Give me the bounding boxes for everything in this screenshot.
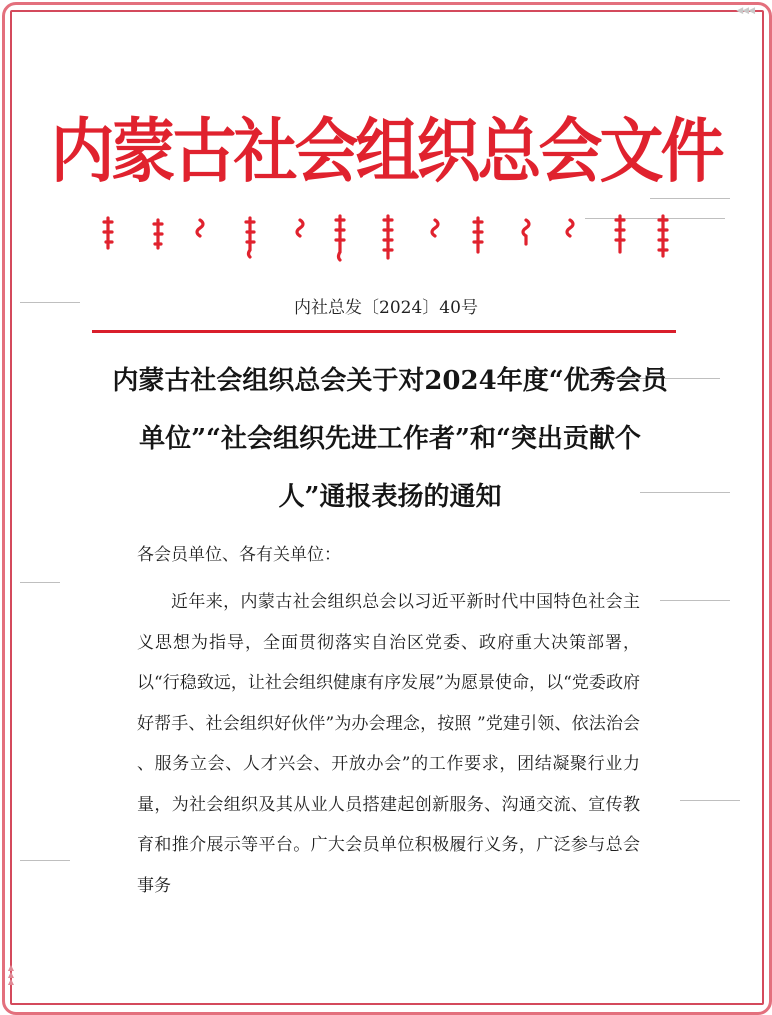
salutation: 各会员单位、各有关单位：: [137, 545, 341, 565]
scan-artifact: [650, 198, 730, 199]
scan-artifact: [660, 600, 730, 601]
triple-left-arrow-icon: ◀◀◀: [736, 6, 754, 16]
scan-artifact: [20, 860, 70, 861]
scan-artifact: [680, 800, 740, 801]
mongolian-script-line: [100, 210, 675, 262]
document-number: 内社总发〔2024〕40号: [294, 298, 478, 318]
document-title: 内蒙古社会组织总会关于对2024年度“优秀会员单位”“社会组织先进工作者”和“突出贡献个人”通报表扬的通知: [112, 366, 668, 512]
letterhead-title: 内蒙古社会组织总会文件: [50, 111, 722, 193]
scan-artifact: [20, 582, 60, 583]
triple-up-arrow-icon: ▲ ▲ ▲: [7, 963, 15, 986]
red-divider: [92, 330, 676, 333]
body-paragraph: 近年来，内蒙古社会组织总会以习近平新时代中国特色社会主义思想为指导，全面贯彻落实自治区党委、政府重大决策部署，以“行稳致远，让社会组织健康有序发展”为愿景使命，以“党委政府好帮手、社会组织好伙伴”为办会理念，按照 ”党建引领、依法治会 、服务立会、人才兴会、开放办会”的工作要求，团结凝聚行业力量，为社会组织及其从业人员搭建起创新服务、沟通交流、宣传教育和推介展示等平台。广大会员单位积极履行义务，广泛参与总会事务: [137, 592, 640, 896]
